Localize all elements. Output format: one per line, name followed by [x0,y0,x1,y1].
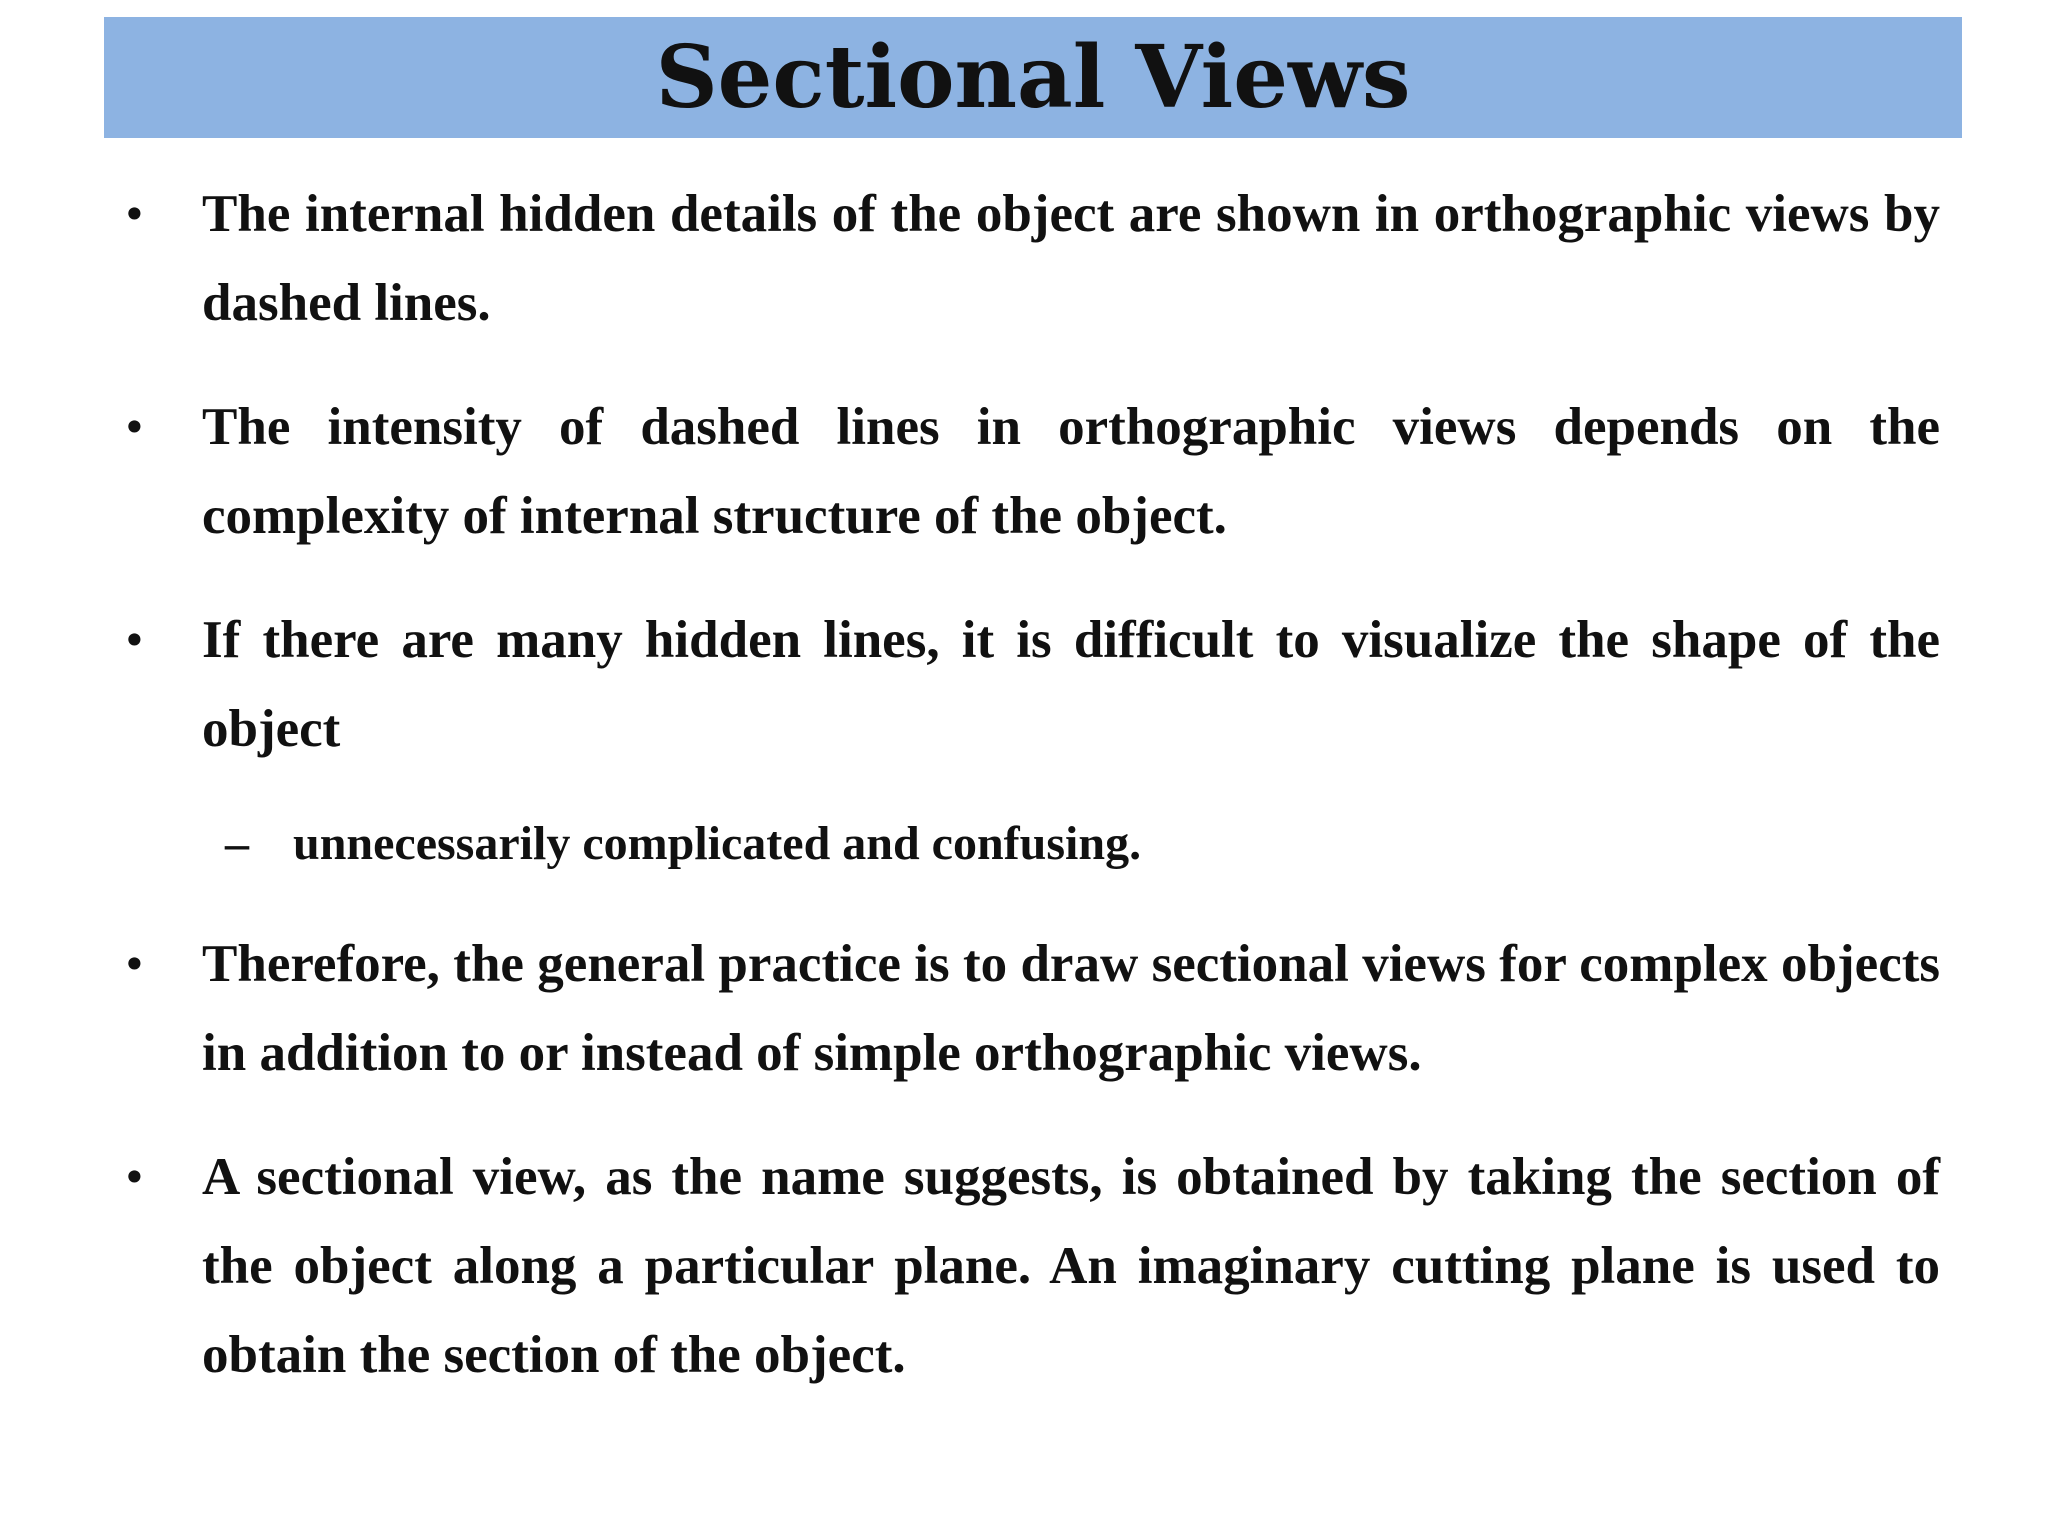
bullet-item [122,170,1940,348]
bullet-marker: • [122,403,147,452]
bullet-item [122,383,1940,561]
sub-bullet-text: unnecessarily complicated and confusing. [293,817,1142,870]
sub-bullet-item [225,812,1893,876]
bullet-item [122,1133,1940,1400]
bullet-text: A sectional view, as the name suggests, is obtained by taking the section of the object along a particular plane. An imaginary cutting plane is used to obtain the section of the object. [202,1148,1940,1384]
slide-title: Sectional Views [655,26,1411,128]
bullet-marker: • [122,1153,147,1202]
bullet-text: The internal hidden details of the object are shown in orthographic views by dashed lines. [202,185,1940,332]
bullet-item [122,920,1940,1098]
bullet-text: The intensity of dashed lines in orthographic views depends on the complexity of internal structure of the object. [202,398,1940,545]
bullet-marker: • [122,616,147,665]
bullet-text: If there are many hidden lines, it is difficult to visualize the shape of the object [202,611,1940,758]
bullet-marker: • [122,940,147,989]
bullet-item [122,596,1940,774]
bullet-marker: • [122,190,147,239]
bullet-text: Therefore, the general practice is to draw sectional views for complex objects in addition to or instead of simple orthographic views. [202,935,1940,1082]
sub-bullet-marker: – [225,817,249,870]
